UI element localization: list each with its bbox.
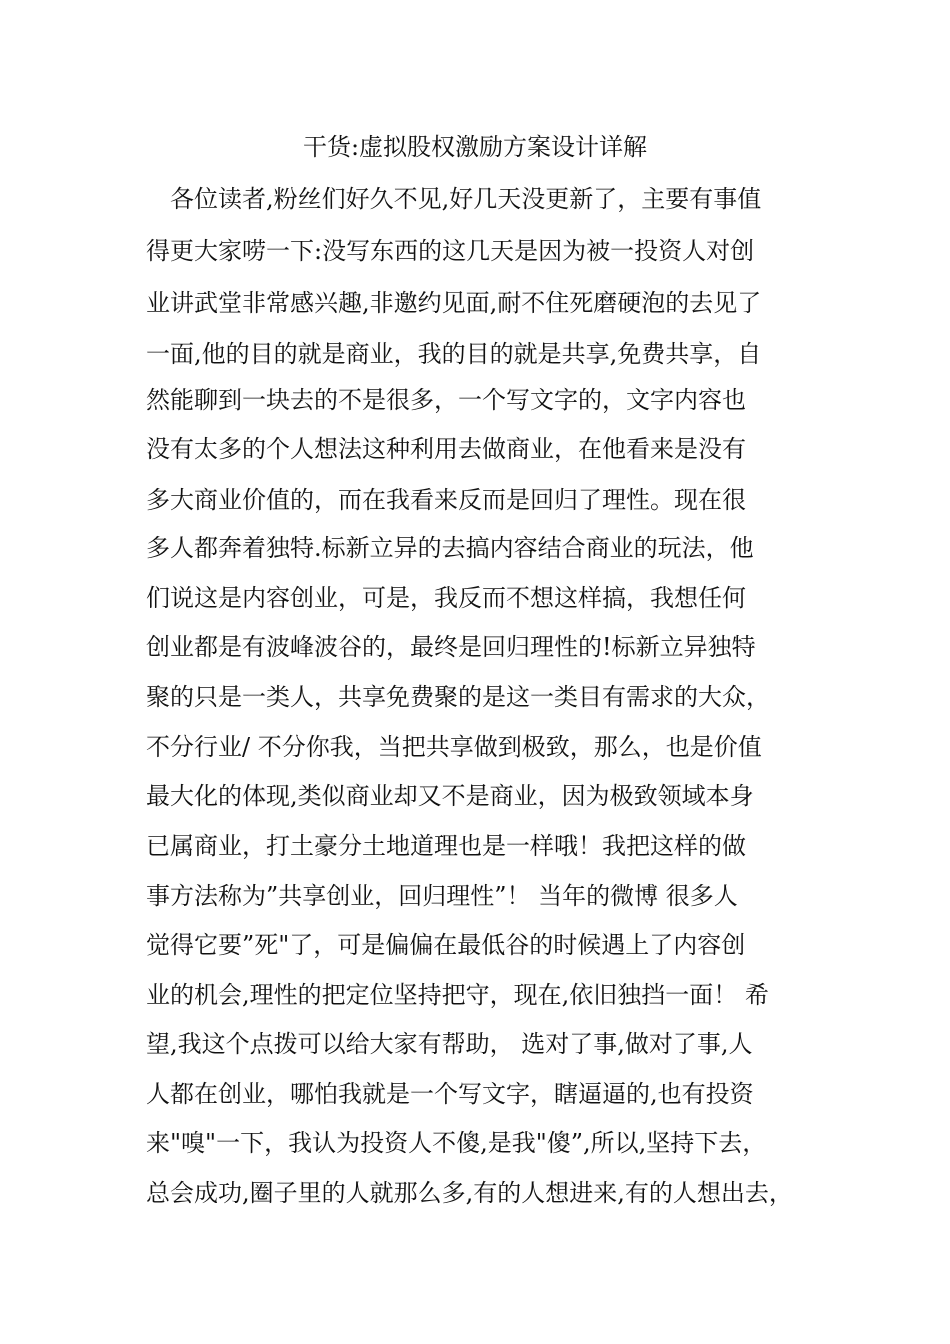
paragraph-line-15: 事方法称为”共享创业，回归理性”！ 当年的微博 很多人 bbox=[146, 882, 738, 910]
paragraph-line-2: 得更大家唠一下:没写东西的这几天是因为被一投资人对创 bbox=[146, 237, 755, 265]
paragraph-line-7: 多大商业价值的，而在我看来反而是回归了理性。现在很 bbox=[146, 486, 746, 514]
paragraph-line-14: 已属商业，打土豪分土地道理也是一样哦！我把这样的做 bbox=[146, 832, 746, 860]
paragraph-line-19: 人都在创业，哪怕我就是一个写文字，瞎逼逼的,也有投资 bbox=[146, 1080, 754, 1108]
paragraph-line-10: 创业都是有波峰波谷的，最终是回归理性的!标新立异独特 bbox=[146, 633, 756, 661]
paragraph-line-18: 望,我这个点拨可以给大家有帮助， 选对了事,做对了事,人 bbox=[146, 1030, 753, 1058]
paragraph-line-17: 业的机会,理性的把定位坚持把守，现在,依旧独挡一面！ 希 bbox=[146, 981, 769, 1009]
paragraph-line-8: 多人都奔着独特.标新立异的去搞内容结合商业的玩法，他 bbox=[146, 534, 754, 562]
paragraph-line-16: 觉得它要”死"了，可是偏偏在最低谷的时候遇上了内容创 bbox=[146, 931, 746, 959]
paragraph-line-12: 不分行业/ 不分你我，当把共享做到极致，那么，也是价值 bbox=[146, 733, 762, 761]
paragraph-line-21: 总会成功,圈子里的人就那么多,有的人想进来,有的人想出去， bbox=[146, 1179, 793, 1207]
document-title: 干货:虚拟股权激励方案设计详解 bbox=[302, 133, 648, 161]
paragraph-line-3: 业讲武堂非常感兴趣,非邀约见面,耐不住死磨硬泡的去见了 bbox=[146, 289, 762, 317]
paragraph-line-5: 然能聊到一块去的不是很多，一个写文字的，文字内容也 bbox=[146, 386, 746, 414]
paragraph-line-6: 没有太多的个人想法这种利用去做商业，在他看来是没有 bbox=[146, 435, 746, 463]
paragraph-line-11: 聚的只是一类人，共享免费聚的是这一类目有需求的大众， bbox=[146, 683, 770, 711]
paragraph-line-13: 最大化的体现,类似商业却又不是商业，因为极致领域本身 bbox=[146, 782, 754, 810]
paragraph-line-4: 一面,他的目的就是商业，我的目的就是共享,免费共享，自 bbox=[146, 340, 762, 368]
paragraph-line-20: 来"嗅"一下，我认为投资人不傻,是我"傻”,所以,坚持下去， bbox=[146, 1129, 767, 1157]
paragraph-line-9: 们说这是内容创业，可是，我反而不想这样搞，我想任何 bbox=[146, 584, 746, 612]
paragraph-line-1: 各位读者,粉丝们好久不见,好几天没更新了，主要有事值 bbox=[170, 185, 762, 213]
